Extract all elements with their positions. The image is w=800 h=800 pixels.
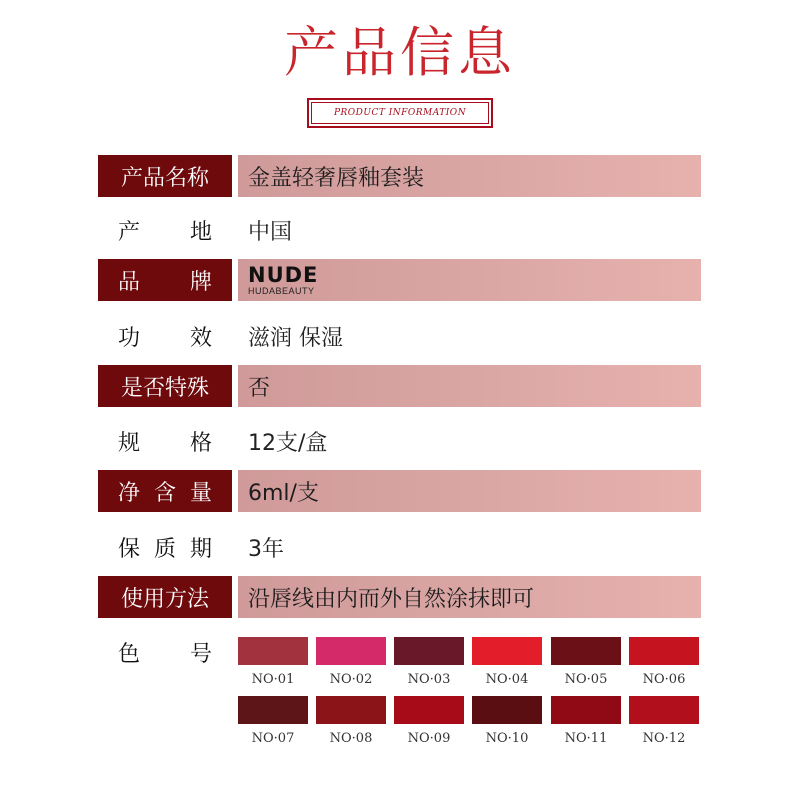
row-value: 6ml/支 <box>238 470 701 512</box>
label-char: 保 <box>118 536 141 562</box>
row-label <box>98 526 232 568</box>
info-row <box>98 470 701 512</box>
row-value: 12支/盒 <box>248 430 328 456</box>
row-label <box>98 365 232 407</box>
swatch-label: NO·03 <box>407 672 451 687</box>
swatch-label: NO·04 <box>485 672 529 687</box>
label-char: 净 <box>118 480 141 506</box>
label-char: 量 <box>189 480 212 506</box>
subtitle-frame <box>307 98 493 128</box>
info-row <box>98 365 701 407</box>
row-label <box>98 470 232 512</box>
info-row <box>98 259 701 301</box>
row-label-colors <box>98 631 232 673</box>
swatch-label: NO·11 <box>564 731 608 746</box>
label-char: 含 <box>153 480 176 506</box>
row-label <box>98 576 232 618</box>
row-value <box>238 259 701 301</box>
info-row <box>98 420 701 462</box>
row-value: 3年 <box>248 536 284 562</box>
swatch-label: NO·02 <box>329 672 373 687</box>
color-swatch-item <box>472 696 542 746</box>
swatch-label: NO·01 <box>251 672 295 687</box>
label-char: 效 <box>189 325 212 351</box>
color-swatch-item <box>238 696 308 746</box>
label-char: 使用方法 <box>120 586 209 612</box>
page-title: 产品信息 <box>284 21 516 84</box>
label-char: 期 <box>189 536 212 562</box>
row-value: 滋润 保湿 <box>248 325 343 351</box>
row-label <box>98 155 232 197</box>
color-swatch <box>316 696 386 724</box>
swatch-label: NO·12 <box>642 731 686 746</box>
swatch-label: NO·09 <box>407 731 451 746</box>
color-swatch <box>394 696 464 724</box>
label-char: 产 <box>118 219 141 245</box>
info-row <box>98 155 701 197</box>
label-char: 地 <box>189 219 212 245</box>
label-char: 品 <box>118 269 141 295</box>
color-swatch <box>472 696 542 724</box>
color-swatch-item <box>316 696 386 746</box>
info-row <box>98 526 701 568</box>
subtitle-text: PRODUCT INFORMATION <box>333 108 467 118</box>
color-swatch-item <box>316 637 386 687</box>
color-swatch <box>238 637 308 665</box>
swatch-label: NO·05 <box>564 672 608 687</box>
color-swatch-item <box>629 696 699 746</box>
swatch-label: NO·07 <box>251 731 295 746</box>
color-swatch <box>629 696 699 724</box>
color-swatch <box>394 637 464 665</box>
row-value: 沿唇线由内而外自然涂抹即可 <box>238 576 701 618</box>
color-swatch-item <box>394 696 464 746</box>
row-label <box>98 315 232 357</box>
label-char: 色 <box>118 641 141 667</box>
label-char: 格 <box>189 430 212 456</box>
swatch-label: NO·10 <box>485 731 529 746</box>
label-char: 规 <box>118 430 141 456</box>
brand-name: NUDE <box>248 262 319 287</box>
label-char: 号 <box>189 641 212 667</box>
label-char: 产品名称 <box>120 165 209 191</box>
swatch-label: NO·06 <box>642 672 686 687</box>
row-label <box>98 209 232 251</box>
color-swatch-item <box>472 637 542 687</box>
color-swatch-item <box>629 637 699 687</box>
color-swatch <box>551 637 621 665</box>
brand-subname: HUDABEAUTY <box>248 285 315 296</box>
info-row <box>98 576 701 618</box>
swatch-label: NO·08 <box>329 731 373 746</box>
color-swatch <box>238 696 308 724</box>
color-swatch <box>316 637 386 665</box>
color-swatch-item <box>394 637 464 687</box>
label-char: 是否特殊 <box>120 375 209 401</box>
info-row <box>98 209 701 251</box>
row-value: 金盖轻奢唇釉套装 <box>238 155 701 197</box>
color-swatch-item <box>551 696 621 746</box>
color-swatch-item <box>238 637 308 687</box>
label-char: 牌 <box>189 269 212 295</box>
row-value: 否 <box>238 365 701 407</box>
row-label <box>98 259 232 301</box>
color-swatch <box>629 637 699 665</box>
color-swatch-item <box>551 637 621 687</box>
label-char: 功 <box>118 325 141 351</box>
info-row <box>98 315 701 357</box>
label-char: 质 <box>153 536 176 562</box>
brand-logo <box>248 262 319 296</box>
row-value: 中国 <box>248 219 293 245</box>
row-label <box>98 420 232 462</box>
color-swatch <box>472 637 542 665</box>
color-swatch <box>551 696 621 724</box>
